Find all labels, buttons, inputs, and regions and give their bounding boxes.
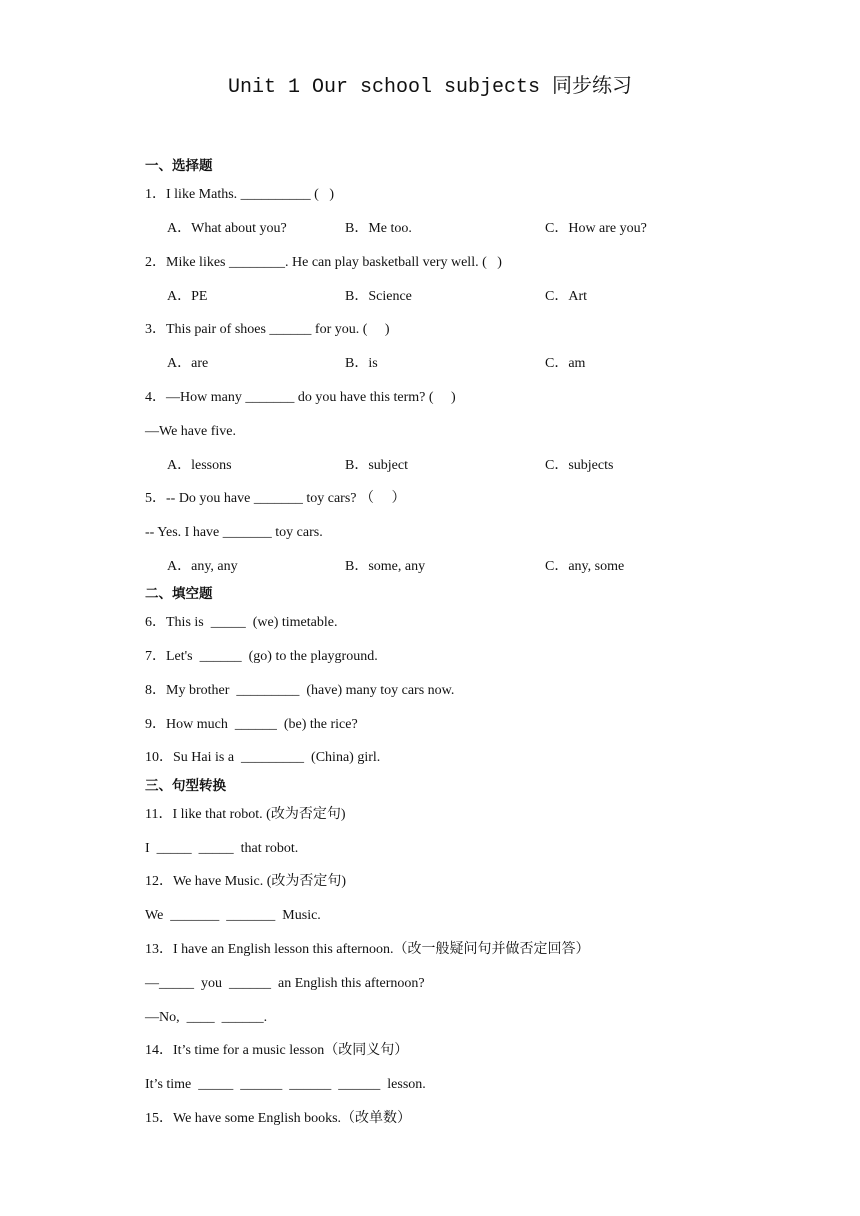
section-heading-fill-in: 二、填空题 <box>145 586 213 602</box>
q4-option-b: B．subject <box>345 458 408 473</box>
question-11: 11．I like that robot. (改为否定句) <box>145 807 346 822</box>
question-13-reply: —No, ____ ______. <box>145 1010 268 1025</box>
question-15: 15．We have some English books.（改单数） <box>145 1111 412 1126</box>
question-3: 3．This pair of shoes ______ for you. ( ) <box>145 322 390 337</box>
question-10: 10．Su Hai is a _________ (China) girl. <box>145 750 381 765</box>
q1-option-a: A．What about you? <box>167 221 287 236</box>
q2-option-a: A．PE <box>167 289 208 304</box>
question-11-answer: I _____ _____ that robot. <box>145 841 299 856</box>
q2-option-b: B．Science <box>345 289 412 304</box>
q1-option-c: C．How are you? <box>545 221 647 236</box>
q3-option-b: B．is <box>345 356 378 371</box>
question-4-reply: —We have five. <box>145 424 236 439</box>
question-2: 2．Mike likes ________. He can play basketball very well. ( ) <box>145 255 502 270</box>
section-heading-choice: 一、选择题 <box>145 158 213 174</box>
q5-option-a: A．any, any <box>167 559 238 574</box>
question-14: 14．It’s time for a music lesson（改同义句） <box>145 1043 409 1058</box>
q1-option-b: B．Me too. <box>345 221 412 236</box>
section-heading-transform: 三、句型转换 <box>145 778 226 794</box>
question-6: 6．This is _____ (we) timetable. <box>145 615 338 630</box>
question-8: 8．My brother _________ (have) many toy cars now. <box>145 683 455 698</box>
question-4: 4．—How many _______ do you have this term? ( ) <box>145 390 456 405</box>
q4-option-a: A．lessons <box>167 458 232 473</box>
question-9: 9．How much ______ (be) the rice? <box>145 717 358 732</box>
question-12: 12．We have Music. (改为否定句) <box>145 874 347 889</box>
page-title: Unit 1 Our school subjects 同步练习 <box>227 76 633 99</box>
q2-option-c: C．Art <box>545 289 587 304</box>
question-14-answer: It’s time _____ ______ ______ ______ lesson. <box>145 1077 426 1092</box>
question-13-answer: —_____ you ______ an English this afternoon? <box>145 976 425 991</box>
q3-option-a: A．are <box>167 356 209 371</box>
q4-option-c: C．subjects <box>545 458 614 473</box>
question-5: 5．-- Do you have _______ toy cars? （ ） <box>145 491 406 506</box>
question-12-answer: We _______ _______ Music. <box>145 908 321 923</box>
question-7: 7．Let's ______ (go) to the playground. <box>145 649 378 664</box>
q3-option-c: C．am <box>545 356 586 371</box>
question-13: 13．I have an English lesson this afternoon.（改一般疑问句并做否定回答） <box>145 942 590 957</box>
question-1: 1．I like Maths. __________ ( ) <box>145 187 334 202</box>
question-5-reply: -- Yes. I have _______ toy cars. <box>145 525 323 540</box>
q5-option-c: C．any, some <box>545 559 625 574</box>
q5-option-b: B．some, any <box>345 559 426 574</box>
